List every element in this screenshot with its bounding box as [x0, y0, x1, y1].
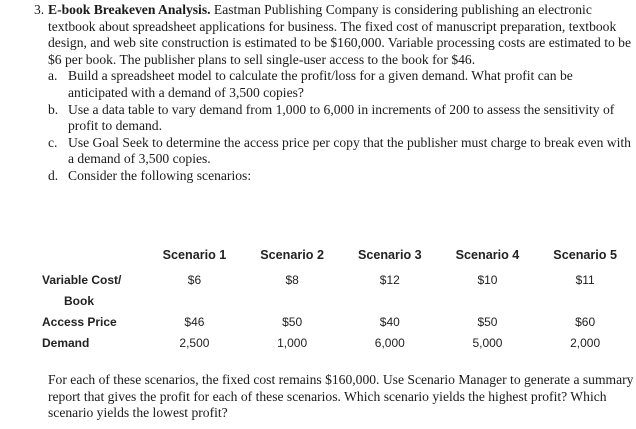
- row-label-line2: Book: [64, 294, 94, 308]
- part-a: [48, 68, 632, 101]
- scenario-header: Scenario 5: [553, 248, 617, 262]
- part-d-text: Consider the following scenarios:: [68, 167, 252, 183]
- part-c-letter: c.: [48, 134, 58, 150]
- row-label-demand: Demand: [42, 336, 90, 350]
- closing-paragraph: For each of these scenarios, the fixed cost remains $160,000. Use Scenario Manager to generate a summary report that gives the profit for each of these scenarios. Which scenario yields the highest profit? Which scenario yields the lowest profit?: [48, 372, 634, 421]
- problem-title: E-book Breakeven Analysis.: [48, 2, 211, 17]
- row-label-variable-cost: [42, 270, 146, 312]
- part-b-letter: b.: [48, 101, 59, 117]
- table-cell: $12: [379, 273, 400, 287]
- part-d-letter: d.: [48, 167, 59, 183]
- scenario-header: Scenario 1: [162, 248, 227, 262]
- part-c: [48, 135, 632, 168]
- part-a-text: Build a spreadsheet model to calculate the profit/loss for a given demand. What profit can be anticipated with a demand of 3,500 copies?: [68, 68, 573, 100]
- table-cell: $10: [477, 273, 498, 287]
- problem-intro-line: [48, 2, 632, 68]
- row-variable-cost: [42, 270, 634, 312]
- part-b-text: Use a data table to vary demand from 1,000 to 6,000 in increments of 200 to assess the sensitivity of profit to demand.: [68, 101, 615, 134]
- part-d: [48, 168, 632, 185]
- table-cell: $8: [285, 273, 299, 287]
- table-cell: $40: [379, 315, 400, 329]
- row-label-line1: Variable Cost/: [42, 273, 122, 287]
- row-label-access-price: Access Price: [42, 315, 117, 329]
- table-cell: $11: [575, 273, 595, 287]
- scenario-header: Scenario 4: [455, 248, 520, 262]
- scenario-corner: [42, 248, 146, 270]
- table-cell: 1,000: [277, 336, 308, 350]
- scenario-table: [42, 248, 634, 354]
- table-cell: 6,000: [374, 336, 405, 350]
- part-a-letter: a.: [48, 68, 58, 84]
- row-access-price: [42, 312, 634, 333]
- problem-block: [34, 2, 632, 185]
- row-demand: [42, 333, 634, 354]
- problem-intro: Eastman Publishing Company is considering publishing an electronic textbook about spreadsheet applications for business. The fixed cost of manuscript preparation, textbook design, and web site construction is estimated to be $160,000. Variable processing costs are estimated to be $6 per book. The publisher plans to sell single-user access to the book for $46.: [48, 2, 632, 67]
- scenario-header: Scenario 3: [357, 248, 422, 262]
- scenario-header: Scenario 2: [260, 248, 324, 262]
- part-b: [48, 102, 632, 135]
- table-cell: $60: [575, 315, 596, 329]
- part-c-text: Use Goal Seek to determine the access price per copy that the publisher must charge to break even with a demand of 3,500 copies.: [68, 134, 631, 167]
- table-cell: $50: [477, 315, 498, 329]
- scenario-header-row: [42, 248, 634, 270]
- table-cell: $6: [187, 273, 202, 287]
- problem-number: 3.: [34, 2, 45, 17]
- table-cell: 2,000: [570, 336, 601, 350]
- problem-heading: [34, 2, 632, 68]
- table-cell: 2,500: [179, 336, 210, 350]
- table-cell: 5,000: [472, 336, 503, 350]
- table-cell: $46: [184, 315, 205, 329]
- table-cell: $50: [282, 315, 303, 329]
